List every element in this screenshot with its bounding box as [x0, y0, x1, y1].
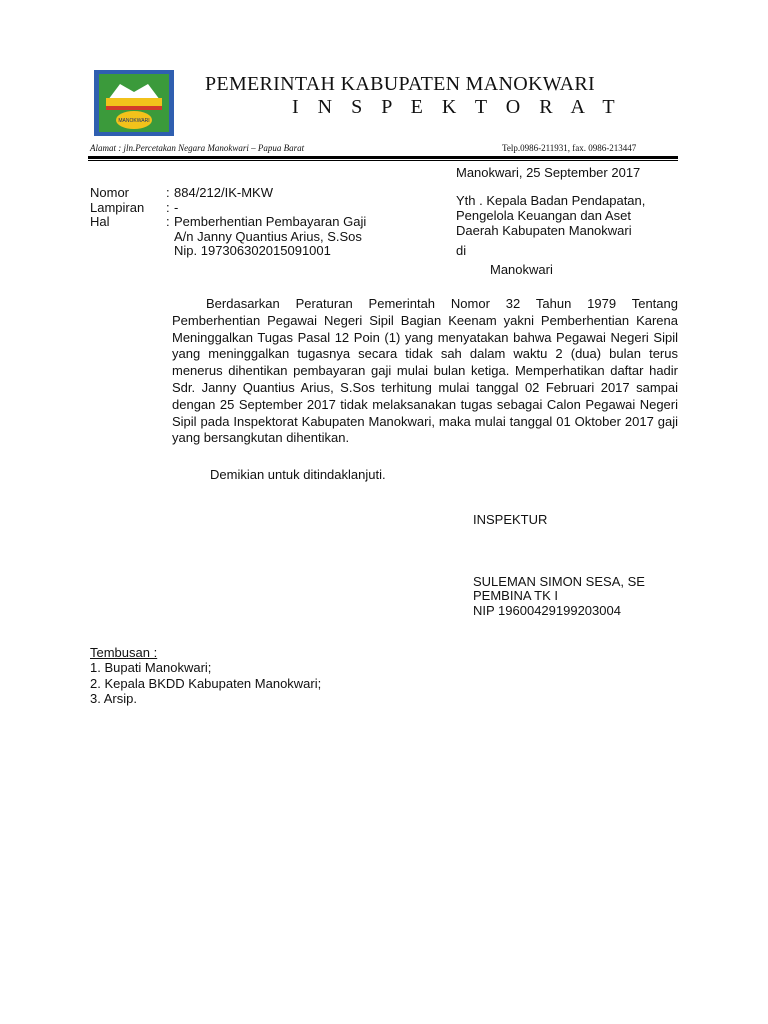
copies-item: 3. Arsip. [90, 691, 137, 706]
recipient-line: Yth . Kepala Badan Pendapatan, [456, 193, 646, 208]
recipient-city: Manokwari [490, 262, 553, 277]
emblem-stripe [106, 106, 162, 110]
meta-value: A/n Janny Quantius Arius, S.Sos [174, 228, 362, 244]
letterhead-phone: Telp.0986-211931, fax. 0986-213447 [502, 143, 637, 153]
meta-label: Nomor [90, 185, 130, 200]
letterhead-rule [88, 156, 678, 159]
meta-colon: : [166, 199, 170, 215]
signatory-title: INSPEKTUR [473, 512, 548, 527]
copies-item: 1. Bupati Manokwari; [90, 660, 212, 675]
letterhead-rule-thin [88, 160, 678, 161]
meta-colon: : [166, 214, 170, 229]
meta-colon: : [166, 185, 170, 200]
closing-line: Demikian untuk ditindaklanjuti. [210, 467, 386, 482]
place-date: Manokwari, 25 September 2017 [456, 165, 641, 180]
meta-value: Pemberhentian Pembayaran Gaji [174, 214, 367, 229]
recipient-di: di [456, 243, 467, 258]
emblem-band [106, 98, 162, 106]
recipient-line: Pengelola Keuangan dan Aset [456, 208, 631, 223]
signatory-rank: PEMBINA TK I [473, 588, 559, 603]
emblem-label: MANOKWARI [118, 118, 150, 124]
recipient-block [456, 194, 645, 239]
regency-emblem [94, 70, 174, 136]
signatory-name: SULEMAN SIMON SESA, SE [473, 574, 645, 589]
body-paragraph: Berdasarkan Peraturan Pemerintah Nomor 32 Tahun 1979 Tentang Pemberhentian Pegawai Negeri Sipil Bagian Keenam yakni Pemberhentian Karena Meninggalkan Tugas Pasal 12 Poin (1) yang menyatakan bahwa Pegawai Negeri Sipil yang meninggalkan tugasnya secara tidak sah dalam waktu 2 (dua) bulan terus menerus dihentikan pembayaran gaji mulai bulan ketiga. Memperhatikan daftar hadir Sdr. Janny Quantius Arius, S.Sos terhitung mulai tanggal 02 Februari 2017 sampai dengan 25 September 2017 tidak melaksanakan tugas sebagai Calon Pegawai Negeri Sipil pada Inspektorat Kabupaten Manokwari, maka mulai tanggal 01 Oktober 2017 gaji yang bersangkutan dihentikan. [172, 296, 678, 446]
copies-item: 2. Kepala BKDD Kabupaten Manokwari; [90, 675, 322, 691]
recipient-line: Daerah Kabupaten Manokwari [456, 223, 632, 238]
copies-block [90, 646, 321, 708]
letterhead-title: PEMERINTAH KABUPATEN MANOKWARI [205, 73, 596, 95]
meta-label: Lampiran [90, 199, 145, 215]
letterhead-address: Alamat : jln.Percetakan Negara Manokwari – Papua Barat [90, 143, 305, 153]
letter-body [172, 296, 678, 447]
copies-heading: Tembusan : [90, 645, 158, 660]
letterhead-subtitle: I N S P E K T O R A T [292, 96, 622, 118]
meta-value: Nip. 197306302015091001 [174, 243, 331, 258]
meta-label: Hal [90, 214, 110, 229]
meta-value: - [174, 199, 179, 215]
signatory-nip: NIP 19600429199203004 [473, 603, 621, 618]
meta-value: 884/212/IK-MKW [174, 185, 273, 200]
